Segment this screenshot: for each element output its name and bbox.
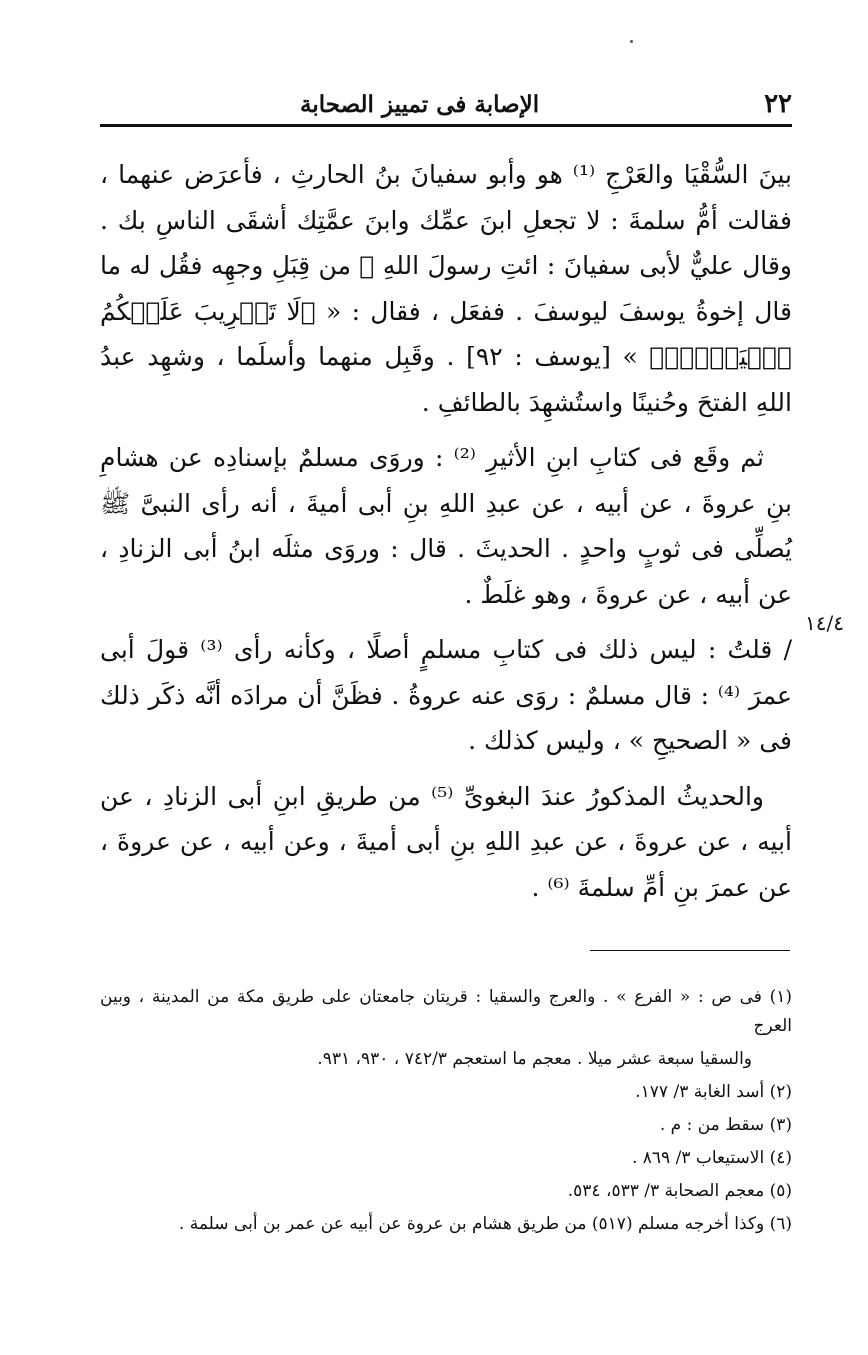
footnotes [100, 983, 792, 1243]
running-title: الإصابة فى تمييز الصحابة [300, 90, 540, 118]
page-header [100, 86, 792, 122]
footnote-separator [590, 950, 790, 951]
margin-reference: ١٤/٤ [805, 611, 844, 635]
footnote-continuation: والسقيا سبعة عشر ميلا . معجم ما استعجم ٧٤٢/٣ ، ٩٣٠، ٩٣١. [317, 1049, 752, 1069]
footnote: (٥) معجم الصحابة ٣/ ٥٣٣، ٥٣٤. [567, 1181, 792, 1201]
footnote: (٤) الاستيعاب ٣/ ٨٦٩ . [631, 1148, 792, 1168]
main-text [100, 152, 792, 920]
print-speck [630, 40, 633, 43]
paragraph: ثم وقَع فى كتابِ ابنِ الأثيرِ ⁽²⁾ : وروَى مسلمٌ بإسنادِه عن هشامِ بنِ عروةَ ، عن أبيه ، عن عبدِ اللهِ بنِ أبى أميةَ ، أنه رأى النبىَّ ﷺ يُصلِّى فى ثوبٍ واحدٍ . الحديثَ . قال : وروَى مثلَه ابنُ أبى الزنادِ ، عن أبيه ، عن عروةَ ، وهو غلَطٌ . [100, 443, 792, 609]
footnote: (٣) سقط من : م . [659, 1115, 792, 1135]
header-rule [100, 124, 792, 127]
paragraph: بينَ السُّقْيَا والعَرْجِ ⁽¹⁾ هو وأبو سفيانَ بنُ الحارثِ ، فأعرَض عنهما ، فقالت أمُّ سلمةَ : لا تجعلِ ابنَ عمِّك وابنَ عمَّتِك أشقَى الناسِ بك . وقال عليٌّ لأبى سفيانَ : ائتِ رسولَ اللهِ ﷺ من قِبَلِ وجهِه فقُل له ما قال إخوةُ يوسفَ ليوسفَ . ففعَل ، فقال : « ﴿لَا تَثۡرِيبَ عَلَيۡكُمُ ٱلۡيَوۡمَۖ﴾ » [يوسف : ٩٢] . وقَبِل منهما وأسلَما ، وشهِد عبدُ اللهِ الفتحَ وحُنينًا واستُشهِدَ بالطائفِ . [100, 160, 792, 417]
page-number: ٢٢ [764, 89, 792, 119]
footnote: (١) فى ص : « الفرع » . والعرج والسقيا : قريتان جامعتان على طريق مكة من المدينة ، وبين العرج [100, 987, 792, 1036]
paragraph: والحديثُ المذكورُ عندَ البغوىِّ ⁽⁵⁾ من طريقِ ابنِ أبى الزنادِ ، عن أبيه ، عن عروةَ ، عن عبدِ اللهِ بنِ أبى أميةَ ، وعن أبيه ، عن عروةَ ، عن عمرَ بنِ أمِّ سلمةَ ⁽⁶⁾ . [100, 781, 792, 902]
paragraph: / قلتُ : ليس ذلك فى كتابِ مسلمٍ أصلًا ، وكأنه رأى ⁽³⁾ قولَ أبى عمرَ ⁽⁴⁾ : قال مسلمٌ : روَى عنه عروةُ . فظَنَّ أن مرادَه أنَّه ذكَر ذلك فى « الصحيحِ » ، وليس كذلك . [100, 635, 792, 755]
footnote: (٢) أسد الغابة ٣/ ١٧٧. [635, 1082, 792, 1102]
footnote: (٦) وكذا أخرجه مسلم (٥١٧) من طريق هشام بن عروة عن أبيه عن عمر بن أبى سلمة . [178, 1214, 792, 1234]
